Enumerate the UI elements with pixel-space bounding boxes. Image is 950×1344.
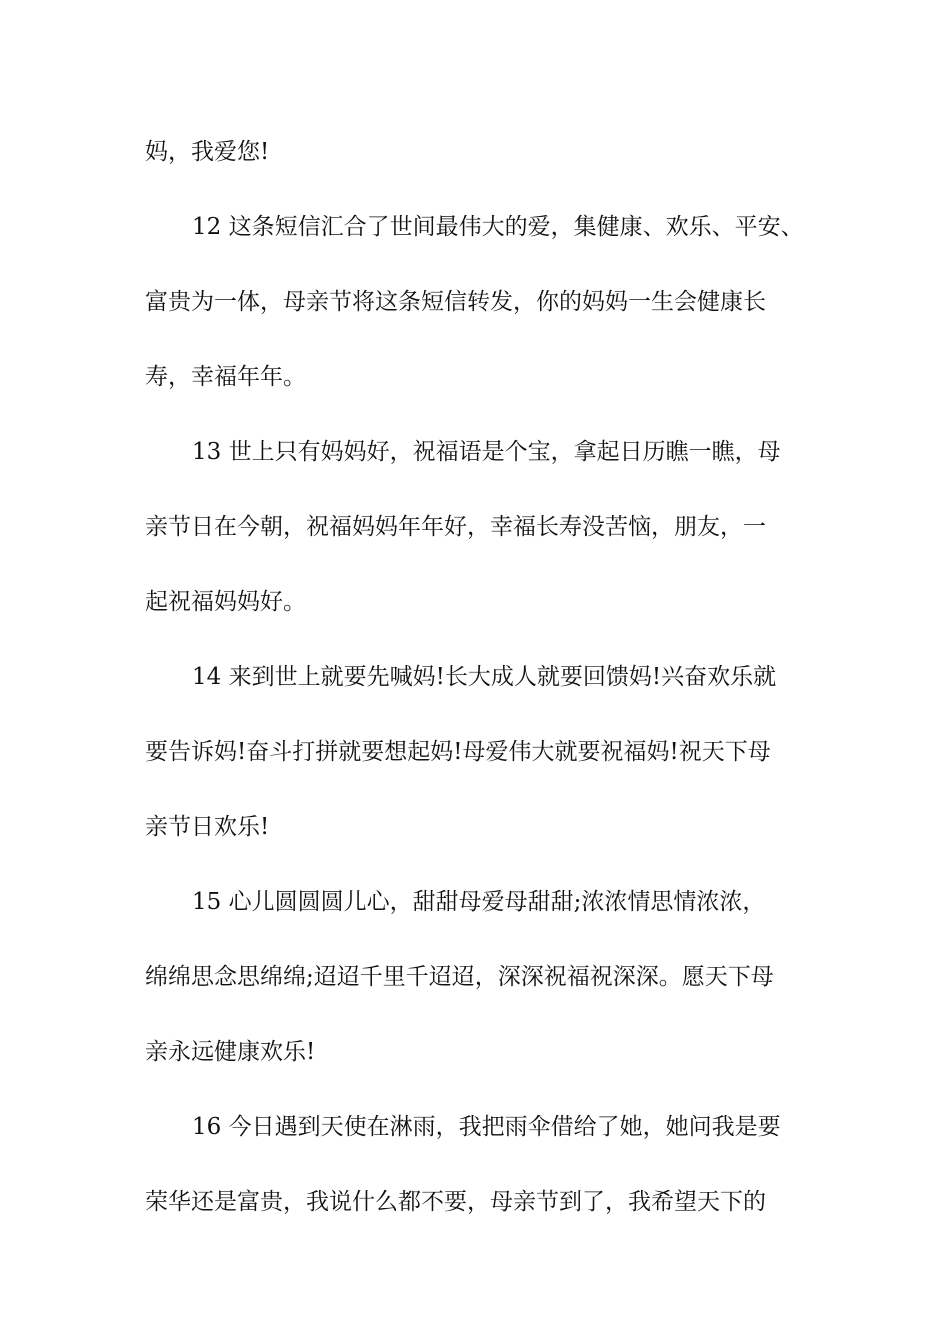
text-line: 起祝福妈妈好。 bbox=[145, 589, 306, 615]
text-line: 寿，幸福年年。 bbox=[145, 364, 306, 390]
text-line: 亲永远健康欢乐! bbox=[145, 1039, 316, 1065]
text-line: 富贵为一体，母亲节将这条短信转发，你的妈妈一生会健康长 bbox=[145, 289, 766, 315]
text-line: 要告诉妈!奋斗打拼就要想起妈!母爱伟大就要祝福妈!祝天下母 bbox=[145, 739, 771, 765]
text-line: 妈，我爱您! bbox=[145, 139, 270, 165]
paragraph-14-line-1: 14 来到世上就要先喊妈!长大成人就要回馈妈!兴奋欢乐就 bbox=[192, 664, 777, 690]
text-line: 荣华还是富贵，我说什么都不要，母亲节到了，我希望天下的 bbox=[145, 1189, 766, 1215]
text-line: 亲节日在今朝，祝福妈妈年年好，幸福长寿没苦恼，朋友，一 bbox=[145, 514, 766, 540]
paragraph-12-line-1: 12 这条短信汇合了世间最伟大的爱，集健康、欢乐、平安、 bbox=[192, 214, 804, 240]
text-line: 亲节日欢乐! bbox=[145, 814, 270, 840]
paragraph-15-line-1: 15 心儿圆圆圆儿心，甜甜母爱母甜甜;浓浓情思情浓浓， bbox=[192, 889, 766, 915]
paragraph-16-line-1: 16 今日遇到天使在淋雨，我把雨伞借给了她，她问我是要 bbox=[192, 1114, 781, 1140]
text-line: 绵绵思念思绵绵;迢迢千里千迢迢，深深祝福祝深深。愿天下母 bbox=[145, 964, 774, 990]
paragraph-13-line-1: 13 世上只有妈妈好，祝福语是个宝，拿起日历瞧一瞧，母 bbox=[192, 439, 781, 465]
